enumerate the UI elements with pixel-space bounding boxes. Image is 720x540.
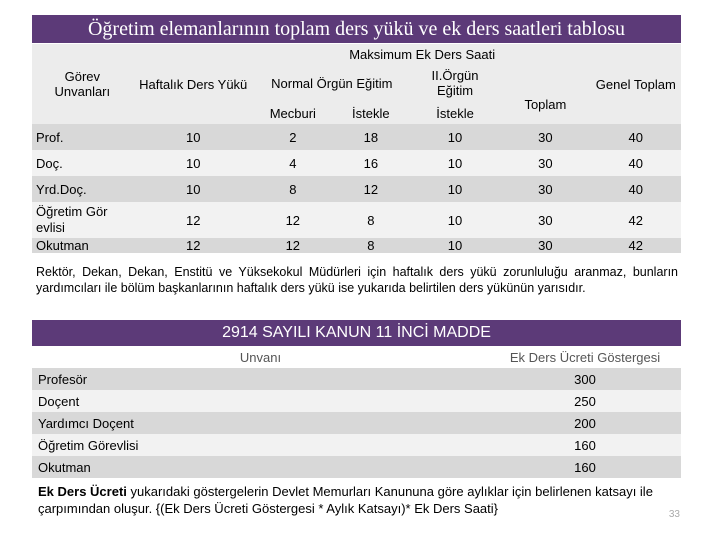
ek-ders-footer-note — [38, 483, 668, 517]
row-unvan: Prof. — [32, 124, 133, 150]
row-gosterge: 300 — [489, 368, 681, 390]
row-istekle: 12 — [332, 176, 410, 202]
row-istekle: 8 — [332, 238, 410, 253]
col-normal-header: Normal Örgün Eğitim — [254, 64, 410, 102]
row-gosterge: 200 — [489, 412, 681, 434]
row-toplam: 30 — [500, 238, 590, 253]
page-number: 33 — [668, 509, 680, 520]
col-ikinci-header: II.Örgün Eğitim — [410, 64, 500, 102]
table-row — [32, 412, 681, 434]
row-mecburi: 12 — [254, 238, 332, 253]
row-unvan: Öğretim Gör evlisi — [32, 202, 133, 238]
row-unvan: Yardımcı Doçent — [32, 412, 489, 434]
row-haftalik: 10 — [133, 176, 254, 202]
page-title: Öğretim elemanlarının toplam ders yükü ve ek ders saatleri tablosu — [32, 15, 681, 43]
table-row — [32, 434, 681, 456]
col-istekle2-header: İstekle — [410, 102, 500, 124]
table-row — [32, 238, 681, 253]
row-haftalik: 10 — [133, 124, 254, 150]
row-genel: 40 — [591, 150, 681, 176]
row-haftalik: 12 — [133, 202, 254, 238]
row-ikinci: 10 — [410, 202, 500, 238]
table-row — [32, 202, 681, 238]
row-toplam: 30 — [500, 176, 590, 202]
col-toplam-header: Toplam — [500, 64, 590, 124]
row-mecburi: 8 — [254, 176, 332, 202]
row-toplam: 30 — [500, 124, 590, 150]
ders-yuku-table — [32, 44, 681, 253]
row-genel: 42 — [591, 238, 681, 253]
row-unvan: Okutman — [32, 456, 489, 478]
row-ikinci: 10 — [410, 124, 500, 150]
row-unvan: Yrd.Doç. — [32, 176, 133, 202]
table-row — [32, 456, 681, 478]
row-gosterge: 160 — [489, 456, 681, 478]
row-toplam: 30 — [500, 150, 590, 176]
col-maksimum-header: Maksimum Ek Ders Saati — [254, 44, 591, 64]
row-unvan: Okutman — [32, 238, 133, 253]
col-gosterge-header: Ek Ders Ücreti Göstergesi — [489, 346, 681, 368]
row-genel: 40 — [591, 176, 681, 202]
row-haftalik: 12 — [133, 238, 254, 253]
ek-ders-gosterge-table — [32, 346, 681, 478]
row-unvan: Doç. — [32, 150, 133, 176]
table-row — [32, 390, 681, 412]
col-mecburi-header: Mecburi — [254, 102, 332, 124]
row-genel: 42 — [591, 202, 681, 238]
table-row — [32, 176, 681, 202]
table-row — [32, 124, 681, 150]
row-mecburi: 12 — [254, 202, 332, 238]
col-istekle-header: İstekle — [332, 102, 410, 124]
table-row — [32, 368, 681, 390]
row-istekle: 18 — [332, 124, 410, 150]
row-mecburi: 2 — [254, 124, 332, 150]
row-gosterge: 250 — [489, 390, 681, 412]
footer-text: yukarıdaki göstergelerin Devlet Memurları Kanununa göre aylıklar için belirlenen katsayı ile çarpımından oluşur. {(Ek Ders Ücreti Göstergesi * Aylık Katsayı)* Ek Ders Saati} — [38, 484, 653, 516]
row-unvan: Profesör — [32, 368, 489, 390]
row-unvan: Doçent — [32, 390, 489, 412]
row-ikinci: 10 — [410, 238, 500, 253]
footer-bold-term: Ek Ders Ücreti — [38, 484, 127, 499]
table-row — [32, 150, 681, 176]
row-ikinci: 10 — [410, 150, 500, 176]
col-haftalik-header: Haftalık Ders Yükü — [133, 44, 254, 124]
row-unvan: Öğretim Görevlisi — [32, 434, 489, 456]
row-genel: 40 — [591, 124, 681, 150]
col-unvan-header: Unvanı — [32, 346, 489, 368]
col-genel-header: Genel Toplam — [591, 44, 681, 124]
row-gosterge: 160 — [489, 434, 681, 456]
law-title: 2914 SAYILI KANUN 11 İNCİ MADDE — [32, 320, 681, 346]
row-ikinci: 10 — [410, 176, 500, 202]
ders-yuku-note: Rektör, Dekan, Dekan, Enstitü ve Yüksekokul Müdürleri için haftalık ders yükü zorunluluğu aranmaz, bunların yardımcıları ile bölüm başkanlarının haftalık ders yükü ise yukarıda belirtilen ders yükünün yarısıdır. — [36, 265, 678, 295]
row-istekle: 16 — [332, 150, 410, 176]
row-mecburi: 4 — [254, 150, 332, 176]
col-gorev-header: Görev Unvanları — [32, 44, 133, 124]
row-toplam: 30 — [500, 202, 590, 238]
row-haftalik: 10 — [133, 150, 254, 176]
row-istekle: 8 — [332, 202, 410, 238]
